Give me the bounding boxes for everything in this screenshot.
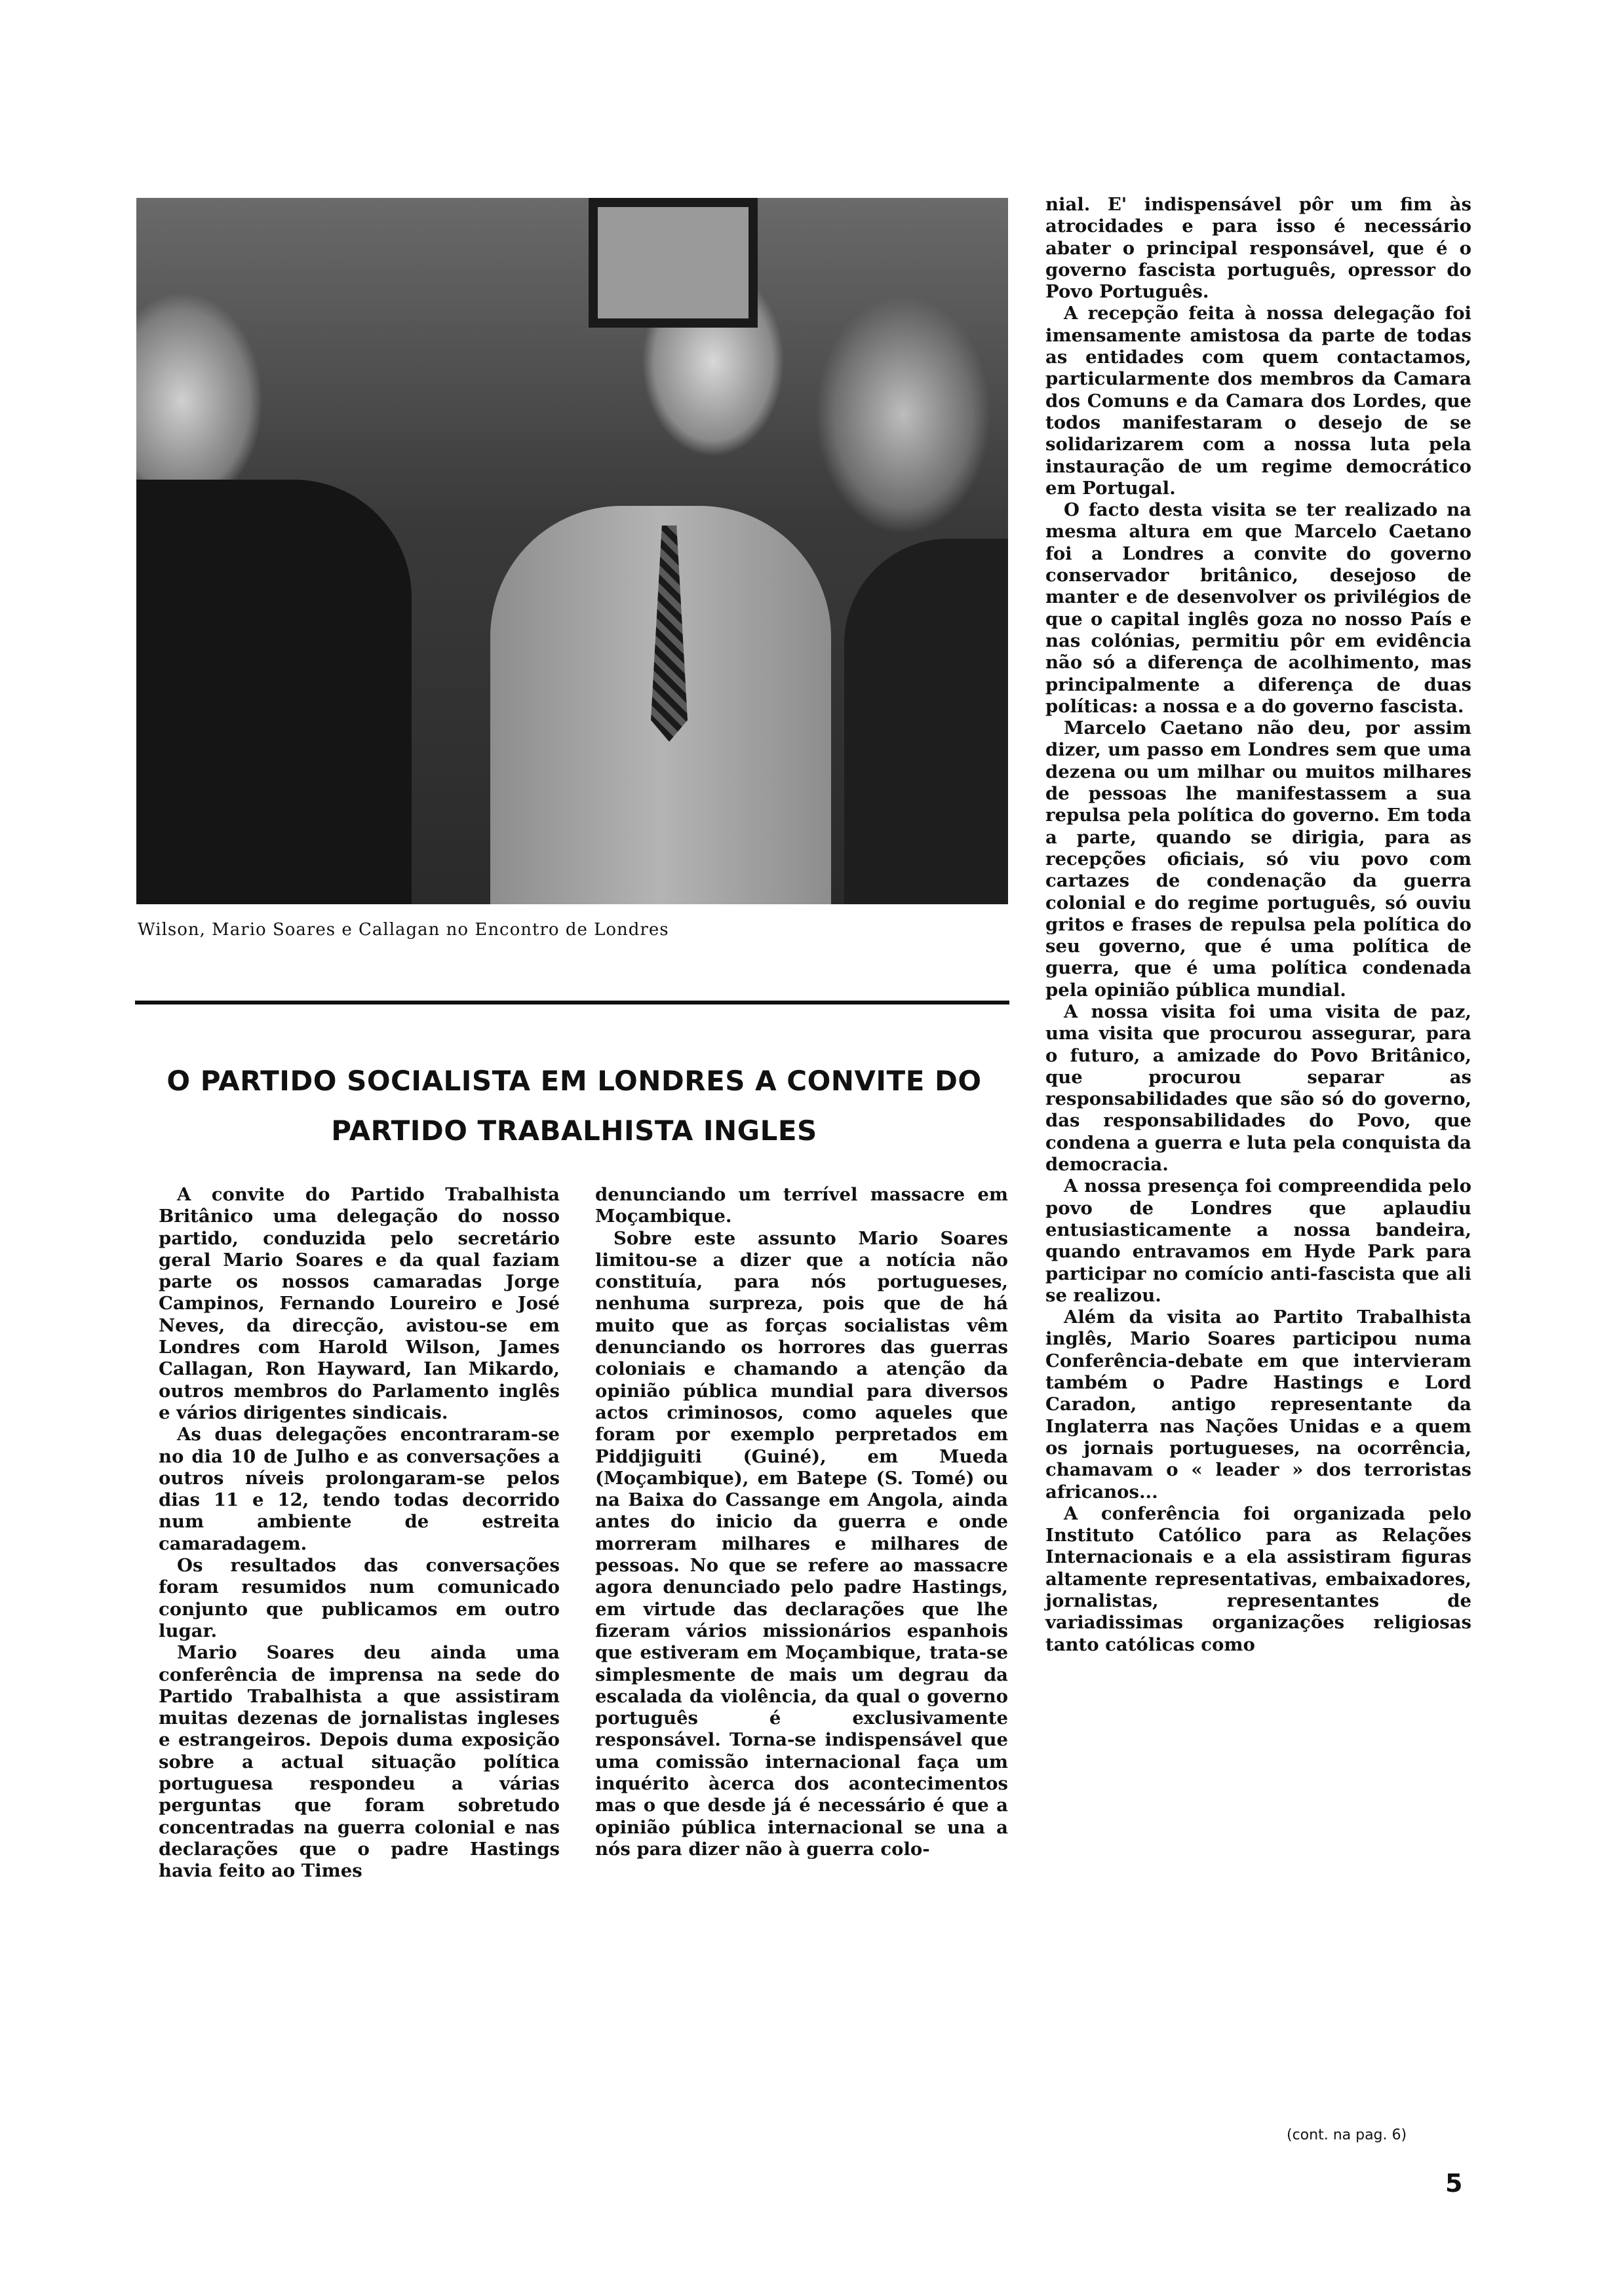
section-divider: [135, 1001, 1009, 1004]
paragraph: A recepção feita à nossa delegação foi imensamente amistosa da parte de todas as entidades com quem contactamos, particularmente dos membros da Camara dos Comuns e da Camara dos Lordes, que todos manifestaram o desejo de se solidarizarem com a nossa luta pela instauração de um regime democrático em Portugal.: [1045, 303, 1471, 499]
paragraph: nial. E' indispensável pôr um fim às atrocidades e para isso é necessário abater o principal responsável, que é o governo fascista português, opressor do Povo Português.: [1045, 194, 1471, 303]
paragraph: A nossa presença foi compreendida pelo povo de Londres que aplaudiu entusiasticamente a nossa bandeira, quando entravamos em Hyde Park para participar no comício anti-fascista que ali se realizou.: [1045, 1176, 1471, 1306]
paragraph: Marcelo Caetano não deu, por assim dizer, um passo em Londres sem que uma dezena ou um milhar ou muitos milhares de pessoas lhe manifestassem a sua repulsa pela política do governo. Em toda a parte, quando se dirigia, para as recepções oficiais, só viu povo com cartazes de condenação da guerra colonial e do regime português, só ouviu gritos e frases de repulsa pela política do seu governo, que é uma política de guerra, que é uma política condenada pela opinião pública mundial.: [1045, 718, 1471, 1001]
article-column-2: [595, 1184, 1008, 1860]
article-headline: [125, 1056, 1024, 1156]
news-photo: [136, 198, 1008, 904]
paragraph: denunciando um terrível massacre em Moçambique.: [595, 1184, 1008, 1227]
page-number: 5: [1445, 2169, 1463, 2198]
paragraph: Sobre este assunto Mario Soares limitou-se a dizer que a notícia não constituía, para nós portugueses, nenhuma surpreza, pois que de há muito que as forças socialistas vêm denunciando os horrores das guerras coloniais e chamando a atenção da opinião pública mundial para diversos actos criminosos, como aqueles que foram por exemplo perpretados em Piddjiguiti (Guiné), em Mueda (Moçambique), em Batepe (S. Tomé) ou na Baixa do Cassange em Angola, ainda antes do inicio da guerra e onde morreram milhares e milhares de pessoas. No que se refere ao massacre agora denunciado pelo padre Hastings, em virtude das declarações que lhe fizeram vários missionários espanhois que estiveram em Moçambique, trata-se simplesmente de mais um degrau da escalada da violência, da qual o governo português é exclusivamente responsável. Torna-se indispensável que uma comissão internacional faça um inquérito àcerca dos acontecimentos mas o que desde já é necessário é que a opinião pública internacional se una a nós para dizer não à guerra colo-: [595, 1227, 1008, 1860]
headline-line-2: PARTIDO TRABALHISTA INGLES: [331, 1115, 817, 1147]
paragraph: As duas delegações encontraram-se no dia 10 de Julho e as conversações a outros níveis prolongaram-se pelos dias 11 e 12, tendo todas decorrido num ambiente de estreita camaradagem.: [159, 1424, 560, 1554]
headline-line-1: O PARTIDO SOCIALISTA EM LONDRES A CONVITE DO: [166, 1065, 982, 1097]
paragraph: Mario Soares deu ainda uma conferência de imprensa na sede do Partido Trabalhista a que assistiram muitas dezenas de jornalistas ingleses e estrangeiros. Depois duma exposição sobre a actual situação política portuguesa respondeu a várias perguntas que foram sobretudo concentradas na guerra colonial e nas declarações que o padre Hastings havia feito ao Times: [159, 1642, 560, 1882]
paragraph: O facto desta visita se ter realizado na mesma altura em que Marcelo Caetano foi a Londres a convite do governo conservador britânico, desejoso de manter e de desenvolver os privilégios de que o capital inglês goza no nosso País e nas colónias, permitiu pôr em evidência não só a diferença de acolhimento, mas principalmente a diferença de duas políticas: a nossa e a do governo fascista.: [1045, 499, 1471, 717]
paragraph: A convite do Partido Trabalhista Britânico uma delegação do nosso partido, conduzida pelo secretário geral Mario Soares e da qual faziam parte os nossos camaradas Jorge Campinos, Fernando Loureiro e José Neves, da direcção, avistou-se em Londres com Harold Wilson, James Callagan, Ron Hayward, Ian Mikardo, outros membros do Parlamento inglês e vários dirigentes sindicais.: [159, 1184, 560, 1423]
paragraph: A conferência foi organizada pelo Instituto Católico para as Relações Internacionais e a ela assistiram figuras altamente representativas, embaixadores, jornalistas, representantes de variadissimas organizações religiosas tanto católicas como: [1045, 1502, 1471, 1655]
article-column-1: [159, 1184, 560, 1883]
wall-picture-frame: [589, 198, 758, 328]
figure-right: [844, 539, 1008, 904]
figure-left: [136, 480, 412, 904]
paragraph: Além da visita ao Partito Trabalhista inglês, Mario Soares participou numa Conferência-debate em que intervieram também o Padre Hastings e Lord Caradon, antigo representante da Inglaterra nas Nações Unidas e a quem os jornais portugueses, na ocorrência, chamavam o « leader » dos terroristas africanos...: [1045, 1307, 1471, 1502]
paragraph: A nossa visita foi uma visita de paz, uma visita que procurou assegurar, para o futuro, a amizade do Povo Britânico, que procurou separar as responsabilidades que são só do governo, das responsabilidades do Povo, que condena a guerra e luta pela conquista da democracia.: [1045, 1001, 1471, 1176]
article-column-3: [1045, 194, 1471, 1656]
paragraph: Os resultados das conversações foram resumidos num comunicado conjunto que publicamos em outro lugar.: [159, 1555, 560, 1641]
photo-caption: Wilson, Mario Soares e Callagan no Encontro de Londres: [138, 920, 669, 940]
continued-note: (cont. na pag. 6): [1287, 2127, 1407, 2143]
